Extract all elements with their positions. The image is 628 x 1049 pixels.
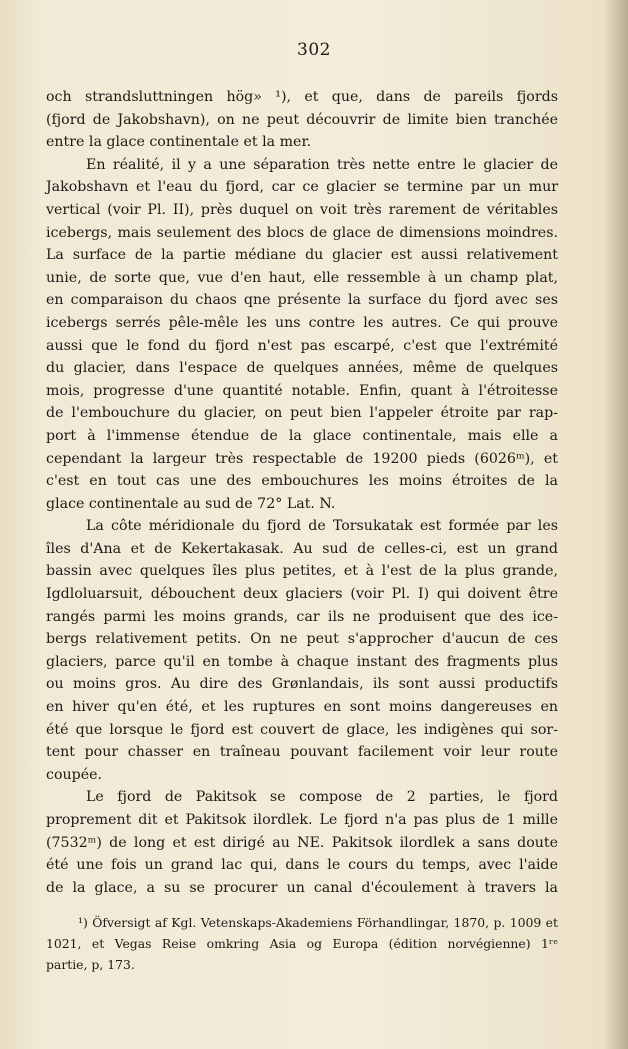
text-line: de l'embouchure du glacier, on peut bien l'appeler étroite par rap- — [46, 405, 558, 422]
text-line: c'est en tout cas une des embouchures les moins étroites de la — [46, 473, 558, 490]
text-line: été une fois un grand lac qui, dans le cours du temps, avec l'aide — [46, 857, 558, 874]
text-line: port à l'immense étendue de la glace continentale, mais elle a — [46, 427, 558, 444]
text-line: rangés parmi les moins grands, car ils ne produisent que des ice- — [46, 608, 558, 625]
text-line: en hiver qu'en été, et les ruptures en sont moins dangereuses en — [46, 699, 558, 716]
text-line: (fjord de Jakobshavn), on ne peut découvrir de limite bien tranchée — [46, 111, 558, 128]
text-line: Le fjord de Pakitsok se compose de 2 parties, le fjord — [86, 789, 558, 806]
page-number: 302 — [297, 40, 331, 60]
text-line: îles d'Ana et de Kekertakasak. Au sud de celles-ci, est un grand — [46, 540, 558, 557]
text-line: en comparaison du chaos qne présente la surface du fjord avec ses — [46, 292, 558, 309]
text-line: och strandsluttningen hög» ¹), et que, dans de pareils fjords — [46, 89, 558, 105]
text-line: bassin avec quelques îles plus petites, et à l'est de la plus grande, — [46, 563, 558, 580]
text-line: aussi que le fond du fjord n'est pas escarpé, c'est que l'extrémité — [46, 337, 558, 354]
footnote-line: ¹) Öfversigt af Kgl. Vetenskaps-Akademiens Förhandlingar, 1870, p. 1009 et — [78, 915, 558, 930]
text-line: ou moins gros. Au dire des Grønlandais, ils sont aussi productifs — [46, 676, 558, 693]
text-line: cependant la largeur très respectable de 19200 pieds (6026ᵐ), et — [46, 450, 558, 467]
text-line: été que lorsque le fjord est couvert de glace, les indigènes qui sor- — [46, 721, 558, 738]
text-line: icebergs serrés pêle-mêle les uns contre les autres. Ce qui prouve — [46, 314, 558, 331]
body-text — [46, 86, 558, 899]
footnote-line: partie, p, 173. — [46, 957, 135, 972]
text-line: (7532ᵐ) de long et est dirigé au NE. Pakitsok ilordlek a sans doute — [46, 834, 558, 851]
text-line: proprement dit et Pakitsok ilordlek. Le fjord n'a pas plus de 1 mille — [46, 812, 558, 828]
text-line: Jakobshavn et l'eau du fjord, car ce glacier se termine par un mur — [46, 179, 558, 196]
text-line: glaciers, parce qu'il en tombe à chaque instant des fragments plus — [46, 653, 558, 670]
footnote — [46, 912, 558, 975]
text-line: icebergs, mais seulement des blocs de glace de dimensions moindres. — [46, 224, 558, 241]
text-line: bergs relativement petits. On ne peut s'approcher d'aucun de ces — [46, 631, 558, 648]
text-line: La surface de la partie médiane du glacier est aussi relativement — [46, 247, 558, 264]
text-line: du glacier, dans l'espace de quelques années, même de quelques — [46, 360, 558, 377]
text-line: La côte méridionale du fjord de Torsukatak est formée par les — [86, 518, 558, 535]
footnote-line: 1021, et Vegas Reise omkring Asia og Europa (édition norvégienne) 1ʳᵉ — [46, 936, 558, 951]
text-line: entre la glace continentale et la mer. — [46, 134, 312, 151]
text-line: coupée. — [46, 766, 103, 783]
text-line: tent pour chasser en traîneau pouvant facilement voir leur route — [46, 744, 558, 761]
text-line: glace continentale au sud de 72° Lat. N. — [46, 495, 336, 512]
text-line: unie, de sorte que, vue d'en haut, elle ressemble à un champ plat, — [46, 269, 558, 286]
text-line: vertical (voir Pl. II), près duquel on voit très rarement de véritables — [46, 201, 558, 218]
text-line: Igdloluarsuit, débouchent deux glaciers (voir Pl. I) qui doivent être — [46, 586, 558, 603]
text-line: mois, progresse d'une quantité notable. Enfin, quant à l'étroitesse — [46, 382, 558, 399]
text-line: En réalité, il y a une séparation très nette entre le glacier de — [86, 156, 558, 173]
text-line: de la glace, a su se procurer un canal d'écoulement à travers la — [46, 879, 558, 896]
